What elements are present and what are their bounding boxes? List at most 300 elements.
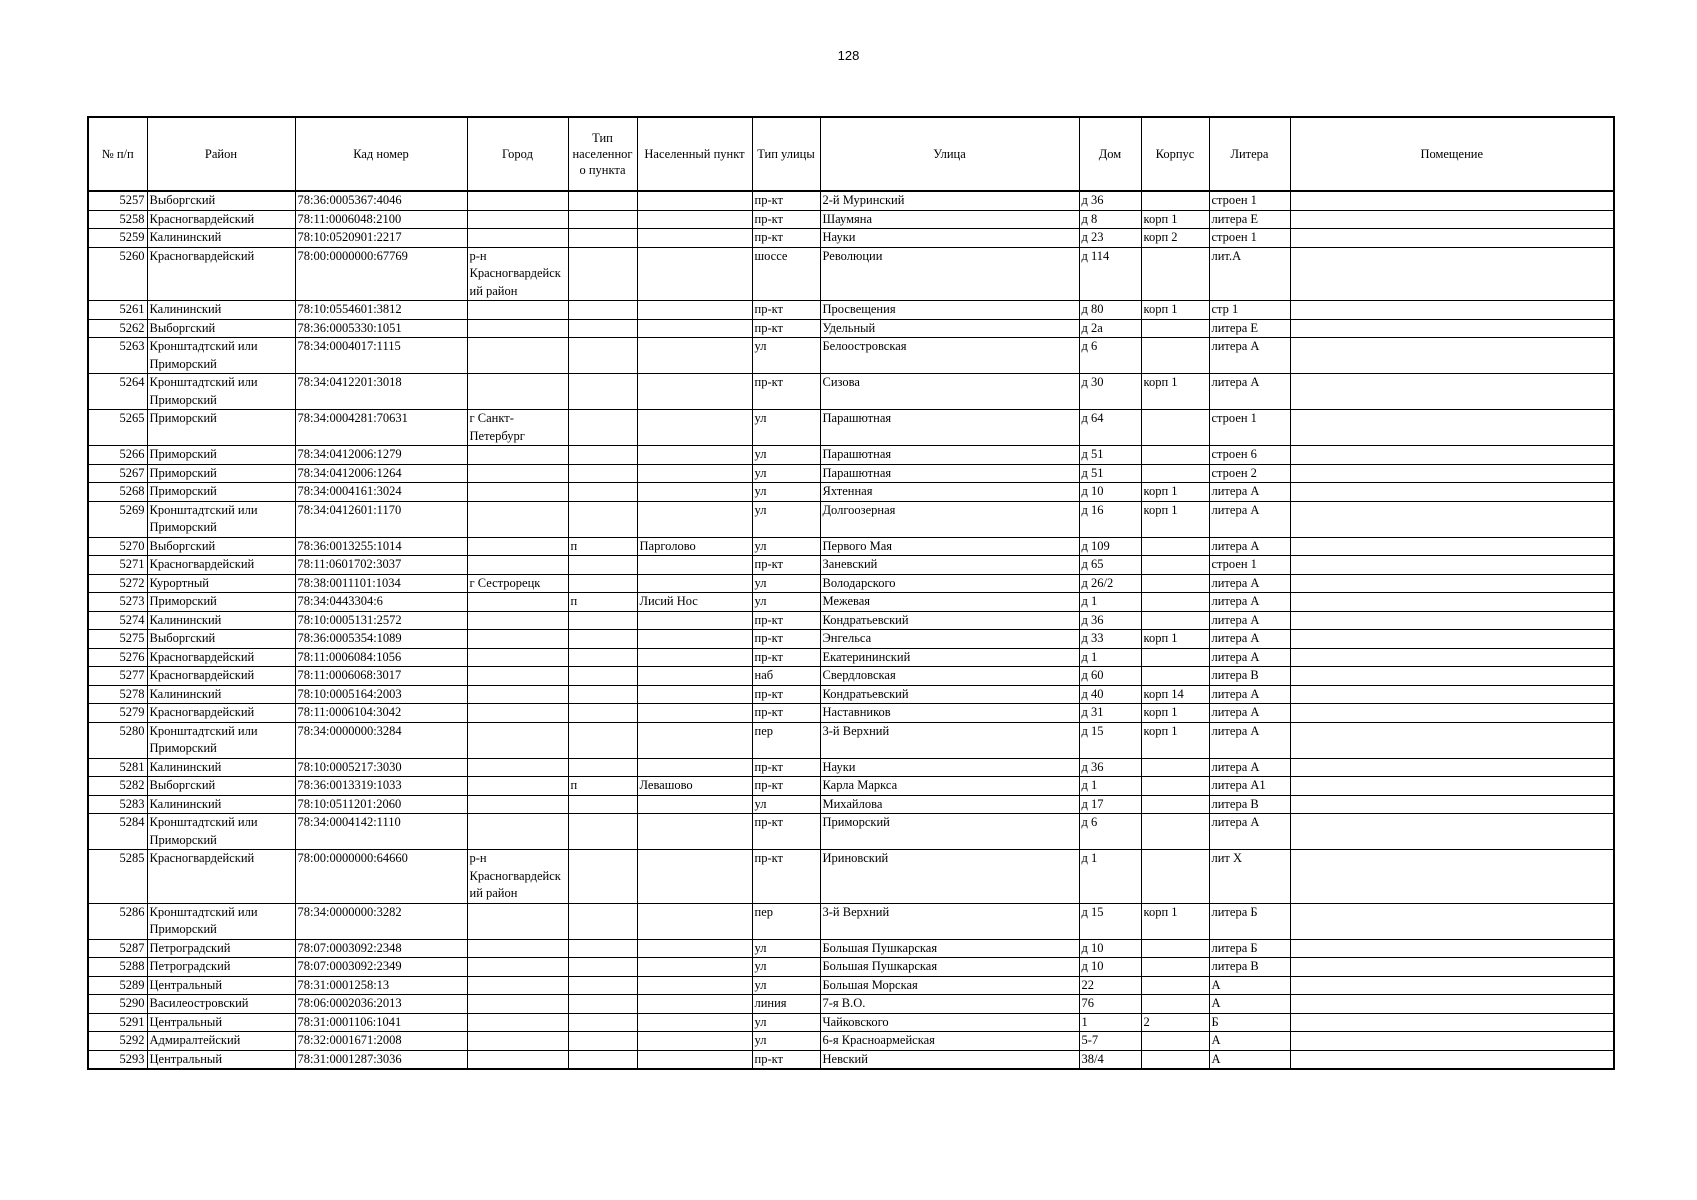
cell-premises xyxy=(1290,483,1614,502)
cell-city xyxy=(467,229,568,248)
cell-cadastral: 78:38:0011101:1034 xyxy=(295,574,467,593)
cell-district: Калининский xyxy=(147,685,295,704)
cell-city xyxy=(467,537,568,556)
cell-settlement xyxy=(637,939,752,958)
cell-settlement-type xyxy=(568,338,637,374)
cell-settlement xyxy=(637,229,752,248)
cell-house: д 8 xyxy=(1079,210,1141,229)
cell-building: корп 1 xyxy=(1141,903,1209,939)
cell-premises xyxy=(1290,722,1614,758)
cell-settlement xyxy=(637,611,752,630)
cell-street-type: ул xyxy=(752,976,820,995)
cell-building xyxy=(1141,667,1209,686)
cell-cadastral: 78:34:0000000:3284 xyxy=(295,722,467,758)
cell-city xyxy=(467,976,568,995)
cell-settlement-type xyxy=(568,667,637,686)
cell-cadastral: 78:34:0412601:1170 xyxy=(295,501,467,537)
table-row xyxy=(88,593,1614,612)
cell-letter: строен 1 xyxy=(1209,229,1290,248)
cell-street-type: ул xyxy=(752,958,820,977)
cell-street-type: наб xyxy=(752,667,820,686)
col-header-settlement-type: Тип населенного пункта xyxy=(568,117,637,191)
table-row xyxy=(88,611,1614,630)
cell-settlement xyxy=(637,501,752,537)
cell-settlement-type xyxy=(568,410,637,446)
cell-settlement xyxy=(637,556,752,575)
cell-house: д 10 xyxy=(1079,939,1141,958)
cell-premises xyxy=(1290,850,1614,904)
cell-cadastral: 78:34:0000000:3282 xyxy=(295,903,467,939)
cell-city xyxy=(467,814,568,850)
cell-settlement: Лисий Нос xyxy=(637,593,752,612)
table-row xyxy=(88,1013,1614,1032)
cell-district: Василеостровский xyxy=(147,995,295,1014)
cell-city xyxy=(467,210,568,229)
cell-house: 22 xyxy=(1079,976,1141,995)
cell-house: 1 xyxy=(1079,1013,1141,1032)
cell-building: корп 1 xyxy=(1141,483,1209,502)
cell-letter: строен 1 xyxy=(1209,410,1290,446)
cell-city xyxy=(467,1032,568,1051)
col-header-building: Корпус xyxy=(1141,117,1209,191)
cell-city xyxy=(467,722,568,758)
cell-street: Долгоозерная xyxy=(820,501,1079,537)
cell-settlement-type xyxy=(568,229,637,248)
table-row xyxy=(88,722,1614,758)
cell-letter: литера А xyxy=(1209,722,1290,758)
cell-city xyxy=(467,704,568,723)
cell-settlement-type xyxy=(568,939,637,958)
cell-district: Кронштадтский или Приморский xyxy=(147,374,295,410)
cell-number: 5259 xyxy=(88,229,147,248)
cell-number: 5286 xyxy=(88,903,147,939)
cell-settlement xyxy=(637,410,752,446)
cell-letter: А xyxy=(1209,995,1290,1014)
cell-building xyxy=(1141,1032,1209,1051)
cell-district: Красногвардейский xyxy=(147,667,295,686)
cell-letter: литера Б xyxy=(1209,903,1290,939)
table-row xyxy=(88,1032,1614,1051)
cell-city xyxy=(467,191,568,210)
cell-district: Красногвардейский xyxy=(147,850,295,904)
cell-building: корп 1 xyxy=(1141,722,1209,758)
cell-building xyxy=(1141,995,1209,1014)
cell-house: 5-7 xyxy=(1079,1032,1141,1051)
cell-settlement xyxy=(637,483,752,502)
cell-district: Кронштадтский или Приморский xyxy=(147,722,295,758)
cell-letter: литера В xyxy=(1209,667,1290,686)
cell-street-type: пр-кт xyxy=(752,229,820,248)
cell-letter: литера А xyxy=(1209,338,1290,374)
cell-street-type: пер xyxy=(752,722,820,758)
cell-house: д 1 xyxy=(1079,850,1141,904)
cell-settlement-type xyxy=(568,464,637,483)
cell-building xyxy=(1141,338,1209,374)
cell-settlement xyxy=(637,464,752,483)
cell-street: Наставников xyxy=(820,704,1079,723)
cell-premises xyxy=(1290,814,1614,850)
cell-house: д 1 xyxy=(1079,777,1141,796)
cell-settlement-type xyxy=(568,501,637,537)
table-row xyxy=(88,667,1614,686)
cell-settlement-type xyxy=(568,903,637,939)
cell-city xyxy=(467,939,568,958)
cell-cadastral: 78:11:0006048:2100 xyxy=(295,210,467,229)
cell-settlement: Парголово xyxy=(637,537,752,556)
cell-number: 5264 xyxy=(88,374,147,410)
table-row xyxy=(88,648,1614,667)
table-row xyxy=(88,537,1614,556)
cell-building: 2 xyxy=(1141,1013,1209,1032)
cell-street-type: пр-кт xyxy=(752,1050,820,1069)
cell-settlement-type xyxy=(568,704,637,723)
cell-street-type: ул xyxy=(752,464,820,483)
cell-cadastral: 78:00:0000000:64660 xyxy=(295,850,467,904)
cell-building xyxy=(1141,958,1209,977)
cell-settlement xyxy=(637,704,752,723)
cell-settlement-type xyxy=(568,1032,637,1051)
cell-street: Михайлова xyxy=(820,795,1079,814)
cell-district: Выборгский xyxy=(147,191,295,210)
cell-house: д 6 xyxy=(1079,814,1141,850)
cell-city xyxy=(467,338,568,374)
cell-district: Адмиралтейский xyxy=(147,1032,295,1051)
table-row xyxy=(88,685,1614,704)
cell-city xyxy=(467,777,568,796)
cell-number: 5265 xyxy=(88,410,147,446)
cell-street: Парашютная xyxy=(820,410,1079,446)
cell-number: 5262 xyxy=(88,319,147,338)
cell-settlement-type xyxy=(568,814,637,850)
cell-letter: строен 2 xyxy=(1209,464,1290,483)
table-row xyxy=(88,338,1614,374)
cell-letter: литера Е xyxy=(1209,210,1290,229)
cell-city xyxy=(467,556,568,575)
cell-building xyxy=(1141,446,1209,465)
cell-building xyxy=(1141,758,1209,777)
table-row xyxy=(88,410,1614,446)
cell-street-type: ул xyxy=(752,483,820,502)
cell-settlement xyxy=(637,247,752,301)
cell-settlement-type xyxy=(568,850,637,904)
cell-premises xyxy=(1290,210,1614,229)
cell-letter: литера А xyxy=(1209,630,1290,649)
cell-cadastral: 78:36:0005367:4046 xyxy=(295,191,467,210)
cell-house: д 65 xyxy=(1079,556,1141,575)
cell-street-type: ул xyxy=(752,795,820,814)
cell-letter: литера Б xyxy=(1209,939,1290,958)
cell-street: 2-й Муринский xyxy=(820,191,1079,210)
cell-street: 7-я В.О. xyxy=(820,995,1079,1014)
cell-cadastral: 78:10:0005164:2003 xyxy=(295,685,467,704)
cell-house: д 36 xyxy=(1079,611,1141,630)
cell-street: Чайковского xyxy=(820,1013,1079,1032)
cell-street-type: ул xyxy=(752,593,820,612)
cell-settlement xyxy=(637,648,752,667)
cell-settlement xyxy=(637,338,752,374)
cell-house: 76 xyxy=(1079,995,1141,1014)
cell-building xyxy=(1141,939,1209,958)
cell-house: д 51 xyxy=(1079,464,1141,483)
cell-city xyxy=(467,1050,568,1069)
cell-letter: литера А xyxy=(1209,758,1290,777)
cell-city xyxy=(467,1013,568,1032)
table-row xyxy=(88,483,1614,502)
cell-settlement xyxy=(637,722,752,758)
cell-settlement-type xyxy=(568,301,637,320)
cell-letter: строен 1 xyxy=(1209,191,1290,210)
table-row xyxy=(88,319,1614,338)
cell-city xyxy=(467,593,568,612)
cell-letter: литера А1 xyxy=(1209,777,1290,796)
cell-premises xyxy=(1290,685,1614,704)
table-row xyxy=(88,446,1614,465)
cell-building xyxy=(1141,611,1209,630)
cell-district: Кронштадтский или Приморский xyxy=(147,338,295,374)
cell-letter: литера А xyxy=(1209,685,1290,704)
cell-street: 6-я Красноармейская xyxy=(820,1032,1079,1051)
cell-settlement-type: п xyxy=(568,777,637,796)
cell-city xyxy=(467,795,568,814)
cell-number: 5285 xyxy=(88,850,147,904)
cell-letter: А xyxy=(1209,976,1290,995)
cell-settlement xyxy=(637,795,752,814)
table-body xyxy=(88,191,1614,1069)
table-row xyxy=(88,995,1614,1014)
cell-street: Большая Морская xyxy=(820,976,1079,995)
col-header-letter: Литера xyxy=(1209,117,1290,191)
cell-cadastral: 78:36:0013319:1033 xyxy=(295,777,467,796)
cell-premises xyxy=(1290,667,1614,686)
cell-street: Кондратьевский xyxy=(820,685,1079,704)
cell-premises xyxy=(1290,903,1614,939)
cell-cadastral: 78:00:0000000:67769 xyxy=(295,247,467,301)
cell-building xyxy=(1141,574,1209,593)
cell-cadastral: 78:10:0005217:3030 xyxy=(295,758,467,777)
cell-street: Кондратьевский xyxy=(820,611,1079,630)
cell-street: Карла Маркса xyxy=(820,777,1079,796)
cell-building xyxy=(1141,464,1209,483)
cell-city xyxy=(467,319,568,338)
cell-house: д 10 xyxy=(1079,483,1141,502)
cell-cadastral: 78:11:0006104:3042 xyxy=(295,704,467,723)
cell-building: корп 14 xyxy=(1141,685,1209,704)
cell-number: 5268 xyxy=(88,483,147,502)
cell-letter: литера А xyxy=(1209,611,1290,630)
col-header-number: № п/п xyxy=(88,117,147,191)
cell-district: Кронштадтский или Приморский xyxy=(147,501,295,537)
cell-premises xyxy=(1290,446,1614,465)
cell-premises xyxy=(1290,758,1614,777)
cell-house: д 36 xyxy=(1079,758,1141,777)
cell-settlement-type: п xyxy=(568,537,637,556)
cell-building xyxy=(1141,191,1209,210)
table-row xyxy=(88,814,1614,850)
cell-settlement-type xyxy=(568,319,637,338)
cell-premises xyxy=(1290,247,1614,301)
cell-cadastral: 78:34:0412006:1264 xyxy=(295,464,467,483)
cell-district: Центральный xyxy=(147,1050,295,1069)
cell-letter: литера А xyxy=(1209,648,1290,667)
cell-street-type: линия xyxy=(752,995,820,1014)
cell-street-type: пр-кт xyxy=(752,556,820,575)
cell-settlement xyxy=(637,630,752,649)
cell-settlement xyxy=(637,374,752,410)
cell-premises xyxy=(1290,648,1614,667)
cell-premises xyxy=(1290,464,1614,483)
table-row xyxy=(88,374,1614,410)
cell-street-type: пр-кт xyxy=(752,777,820,796)
cell-street-type: ул xyxy=(752,501,820,537)
cell-number: 5289 xyxy=(88,976,147,995)
cell-settlement xyxy=(637,958,752,977)
cell-settlement xyxy=(637,758,752,777)
cell-letter: литера А xyxy=(1209,593,1290,612)
cell-building xyxy=(1141,795,1209,814)
cell-street-type: пр-кт xyxy=(752,630,820,649)
cell-premises xyxy=(1290,191,1614,210)
cell-letter: литера В xyxy=(1209,958,1290,977)
cell-letter: литера А xyxy=(1209,704,1290,723)
cell-district: Кронштадтский или Приморский xyxy=(147,814,295,850)
col-header-street-type: Тип улицы xyxy=(752,117,820,191)
cell-city xyxy=(467,483,568,502)
cell-district: Приморский xyxy=(147,410,295,446)
table-row xyxy=(88,850,1614,904)
cell-district: Петроградский xyxy=(147,958,295,977)
table-row xyxy=(88,939,1614,958)
cell-settlement-type xyxy=(568,556,637,575)
col-header-settlement: Населенный пункт xyxy=(637,117,752,191)
cell-number: 5273 xyxy=(88,593,147,612)
cell-premises xyxy=(1290,374,1614,410)
cell-settlement-type xyxy=(568,648,637,667)
cell-letter: А xyxy=(1209,1032,1290,1051)
cell-building xyxy=(1141,814,1209,850)
cell-house: д 51 xyxy=(1079,446,1141,465)
cell-settlement xyxy=(637,903,752,939)
cell-street: Екатерининский xyxy=(820,648,1079,667)
cell-number: 5278 xyxy=(88,685,147,704)
cell-building xyxy=(1141,556,1209,575)
cell-premises xyxy=(1290,995,1614,1014)
cell-city: р-н Красногвардейский район xyxy=(467,850,568,904)
cell-district: Выборгский xyxy=(147,537,295,556)
table-row xyxy=(88,903,1614,939)
cell-house: д 60 xyxy=(1079,667,1141,686)
cell-building xyxy=(1141,1050,1209,1069)
cell-number: 5274 xyxy=(88,611,147,630)
cell-building xyxy=(1141,593,1209,612)
cell-house: д 15 xyxy=(1079,903,1141,939)
cell-settlement-type xyxy=(568,1013,637,1032)
cell-cadastral: 78:31:0001258:13 xyxy=(295,976,467,995)
cell-street: Науки xyxy=(820,229,1079,248)
cell-settlement xyxy=(637,814,752,850)
cell-settlement-type xyxy=(568,191,637,210)
cell-street: Энгельса xyxy=(820,630,1079,649)
cell-street-type: пр-кт xyxy=(752,648,820,667)
cell-house: д 114 xyxy=(1079,247,1141,301)
cell-house: д 2а xyxy=(1079,319,1141,338)
cell-settlement xyxy=(637,301,752,320)
cell-street-type: пр-кт xyxy=(752,814,820,850)
cell-city xyxy=(467,374,568,410)
cell-settlement-type xyxy=(568,758,637,777)
cell-settlement-type xyxy=(568,574,637,593)
col-header-house: Дом xyxy=(1079,117,1141,191)
cell-cadastral: 78:31:0001106:1041 xyxy=(295,1013,467,1032)
cell-number: 5266 xyxy=(88,446,147,465)
cell-building: корп 1 xyxy=(1141,501,1209,537)
cell-house: д 31 xyxy=(1079,704,1141,723)
cell-premises xyxy=(1290,611,1614,630)
table-row xyxy=(88,795,1614,814)
cell-house: д 1 xyxy=(1079,593,1141,612)
cell-street: Удельный xyxy=(820,319,1079,338)
cell-street: Заневский xyxy=(820,556,1079,575)
cell-city xyxy=(467,501,568,537)
cell-premises xyxy=(1290,1050,1614,1069)
cell-house: 38/4 xyxy=(1079,1050,1141,1069)
table-row xyxy=(88,464,1614,483)
cell-district: Петроградский xyxy=(147,939,295,958)
cell-house: д 33 xyxy=(1079,630,1141,649)
cell-cadastral: 78:10:0511201:2060 xyxy=(295,795,467,814)
cell-premises xyxy=(1290,229,1614,248)
cell-letter: литера А xyxy=(1209,537,1290,556)
cell-city xyxy=(467,464,568,483)
cell-building: корп 2 xyxy=(1141,229,1209,248)
cell-cadastral: 78:34:0004142:1110 xyxy=(295,814,467,850)
cell-street-type: пр-кт xyxy=(752,758,820,777)
cell-district: Красногвардейский xyxy=(147,704,295,723)
cell-street-type: пр-кт xyxy=(752,210,820,229)
cell-premises xyxy=(1290,795,1614,814)
cell-building: корп 1 xyxy=(1141,704,1209,723)
cell-number: 5283 xyxy=(88,795,147,814)
table-row xyxy=(88,247,1614,301)
cell-district: Выборгский xyxy=(147,777,295,796)
cell-premises xyxy=(1290,338,1614,374)
cell-number: 5282 xyxy=(88,777,147,796)
cell-settlement-type xyxy=(568,685,637,704)
cell-street: Парашютная xyxy=(820,464,1079,483)
cell-number: 5287 xyxy=(88,939,147,958)
table-row xyxy=(88,777,1614,796)
cell-cadastral: 78:11:0601702:3037 xyxy=(295,556,467,575)
cell-building: корп 1 xyxy=(1141,210,1209,229)
header-row xyxy=(88,117,1614,191)
cell-building xyxy=(1141,537,1209,556)
cell-street-type: пр-кт xyxy=(752,319,820,338)
cell-street-type: пр-кт xyxy=(752,191,820,210)
cell-premises xyxy=(1290,1032,1614,1051)
cell-premises xyxy=(1290,1013,1614,1032)
cell-settlement xyxy=(637,1032,752,1051)
cell-street: 3-й Верхний xyxy=(820,722,1079,758)
cell-street: Науки xyxy=(820,758,1079,777)
cell-settlement xyxy=(637,1013,752,1032)
cell-cadastral: 78:06:0002036:2013 xyxy=(295,995,467,1014)
table-row xyxy=(88,229,1614,248)
cell-city xyxy=(467,958,568,977)
table-row xyxy=(88,958,1614,977)
cell-house: д 23 xyxy=(1079,229,1141,248)
cell-number: 5292 xyxy=(88,1032,147,1051)
cell-letter: литера А xyxy=(1209,483,1290,502)
cell-number: 5284 xyxy=(88,814,147,850)
